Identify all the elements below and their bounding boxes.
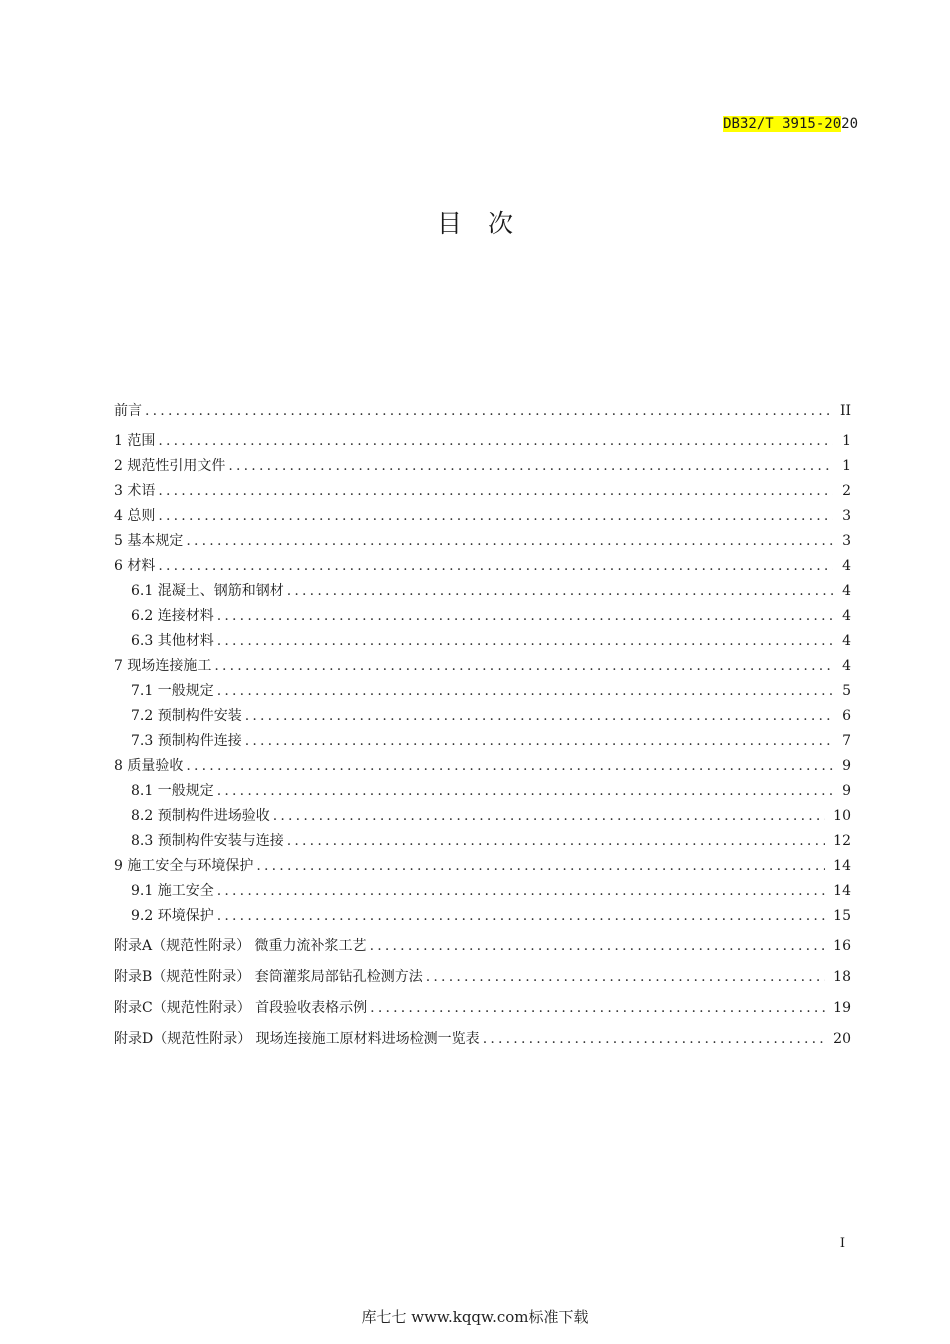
toc-entry[interactable] [131,829,851,853]
toc-leader-dots [242,704,833,728]
toc-entry[interactable] [114,399,851,423]
toc-entry[interactable] [114,854,851,878]
toc-entry-label: 8.2 预制构件进场验收 [131,808,270,824]
toc-leader-dots [284,829,825,853]
toc-entry-label: 8.1 一般规定 [131,783,214,799]
toc-entry-label: 6.1 混凝土、钢筋和钢材 [131,583,284,599]
toc-entry-page: 16 [833,938,851,954]
toc-entry-label: 9.2 环境保护 [131,908,214,924]
toc-entry-page: 18 [833,969,851,985]
toc-entry[interactable] [114,454,851,478]
toc-entry[interactable] [131,579,851,603]
toc-entry-page: 6 [842,708,851,724]
toc-leader-dots [284,579,833,603]
toc-entry[interactable] [114,554,851,578]
toc-leader-dots [367,996,825,1020]
toc-entry[interactable] [131,679,851,703]
toc-leader-dots [155,504,833,528]
toc-entry-label: 6 材料 [114,558,156,574]
standard-code-highlighted: DB32/T 3915-20 [723,116,842,132]
toc-entry-page: 7 [842,733,851,749]
toc-entry[interactable] [131,729,851,753]
toc-entry[interactable] [114,529,851,553]
toc-entry-label: 3 术语 [114,483,156,499]
toc-entry-label: 5 基本规定 [114,533,184,549]
toc-entry-page: 2 [842,483,851,499]
toc-entry-label: 9.1 施工安全 [131,883,214,899]
toc-leader-dots [480,1027,825,1051]
toc-leader-dots [214,629,833,653]
toc-entry-page: II [839,403,851,419]
toc-leader-dots [183,754,833,778]
toc-entry-page: 3 [842,533,851,549]
toc-leader-dots [270,804,825,828]
toc-entry-page: 9 [842,783,851,799]
toc-entry-page: 4 [842,658,851,674]
toc-entry-label: 9 施工安全与环境保护 [114,858,254,874]
standard-code-rest: 20 [841,116,858,132]
toc-leader-dots [367,934,826,958]
toc-entry-page: 12 [833,833,851,849]
toc-leader-dots [214,904,825,928]
toc-entry-label: 8.3 预制构件安装与连接 [131,833,284,849]
toc-entry-page: 4 [842,558,851,574]
toc-leader-dots [155,554,833,578]
toc-entry-page: 20 [833,1031,851,1047]
toc-entry-page: 3 [842,508,851,524]
toc-entry-page: 1 [842,433,851,449]
toc-leader-dots [155,429,833,453]
footer-watermark: 库七七 www.kqqw.com标准下载 [361,1308,589,1326]
toc-entry[interactable] [131,604,851,628]
toc-leader-dots [183,529,833,553]
toc-entry[interactable] [114,754,851,778]
toc-leader-dots [211,654,833,678]
toc-leader-dots [214,879,825,903]
toc-entry[interactable] [131,779,851,803]
toc-entry-label: 前言 [114,403,142,419]
toc-entry-label: 7 现场连接施工 [114,658,212,674]
standard-code [723,114,858,134]
toc-leader-dots [142,399,832,423]
toc-entry-label: 附录C（规范性附录） 首段验收表格示例 [114,1000,368,1016]
toc-entry-label: 4 总则 [114,508,156,524]
toc-entry-page: 19 [833,1000,851,1016]
toc-leader-dots [225,454,833,478]
toc-entry[interactable] [114,934,851,958]
toc-entry-label: 附录B（规范性附录） 套筒灌浆局部钻孔检测方法 [114,969,423,985]
toc-entry-page: 9 [842,758,851,774]
toc-entry-page: 4 [842,633,851,649]
toc-entry[interactable] [114,1027,851,1051]
toc-entry-page: 14 [833,883,851,899]
toc-entry[interactable] [114,429,851,453]
toc-entry-label: 6.3 其他材料 [131,633,214,649]
toc-entry-label: 2 规范性引用文件 [114,458,226,474]
toc-entry[interactable] [131,804,851,828]
toc-entry-label: 7.3 预制构件连接 [131,733,242,749]
toc-entry-page: 10 [833,808,851,824]
toc-entry[interactable] [131,904,851,928]
toc-entry-label: 附录D（规范性附录） 现场连接施工原材料进场检测一览表 [114,1031,480,1047]
toc-leader-dots [214,679,833,703]
toc-entry-label: 7.1 一般规定 [131,683,214,699]
toc-entry[interactable] [114,479,851,503]
toc-entry[interactable] [114,996,851,1020]
toc-leader-dots [214,779,833,803]
toc-leader-dots [155,479,833,503]
toc-entry-page: 14 [833,858,851,874]
toc-leader-dots [242,729,833,753]
toc-entry-page: 4 [842,583,851,599]
toc-leader-dots [253,854,825,878]
toc-entry-label: 1 范围 [114,433,156,449]
toc-entry-label: 7.2 预制构件安装 [131,708,242,724]
toc-entry[interactable] [131,704,851,728]
toc-entry-label: 附录A（规范性附录） 微重力流补浆工艺 [114,938,367,954]
toc-entry-page: 1 [842,458,851,474]
toc-entry[interactable] [131,879,851,903]
toc-entry[interactable] [114,654,851,678]
toc-entry[interactable] [131,629,851,653]
toc-entry-label: 6.2 连接材料 [131,608,214,624]
page-number: I [839,1236,845,1251]
toc-entry[interactable] [114,965,851,989]
toc-entry-page: 4 [842,608,851,624]
toc-entry-label: 8 质量验收 [114,758,184,774]
toc-entry-page: 5 [842,683,851,699]
toc-leader-dots [423,965,825,989]
toc-entry-page: 15 [833,908,851,924]
toc-leader-dots [214,604,833,628]
toc-entry[interactable] [114,504,851,528]
page-title: 目次 [436,209,539,238]
